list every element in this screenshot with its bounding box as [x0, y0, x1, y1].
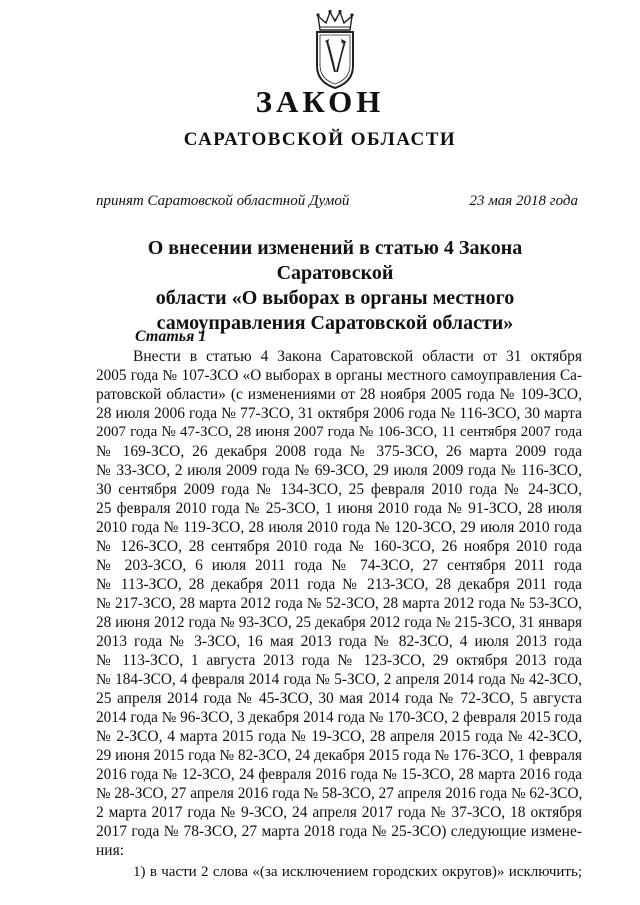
article-label: Статья 1	[135, 328, 207, 345]
body-line: Внести в статью 4 Закона Саратовской области от 31 октября	[133, 348, 582, 365]
body-line: 30 сентября 2009 года № 134-ЗСО, 25 февраля 2010 года № 24-ЗСО,	[96, 481, 582, 498]
body-line: 1) в части 2 слова «(за исключением городских округов)» исключить;	[133, 864, 582, 880]
body-line: 2005 года № 107-ЗСО «О выборах в органы местного самоуправления Са-	[96, 367, 582, 384]
document-heading	[90, 236, 580, 336]
body-line: 2017 года № 78-ЗСО, 27 марта 2018 года № 25-ЗСО) следующие измене-	[96, 823, 582, 840]
body-line: 25 февраля 2010 года № 25-ЗСО, 1 июня 2010 года № 91-ЗСО, 28 июля	[96, 500, 582, 517]
body-line: 29 июня 2015 года № 82-ЗСО, 24 декабря 2015 года № 176-ЗСО, 1 февраля	[96, 747, 582, 764]
body-line: 2014 года № 96-ЗСО, 3 декабря 2014 года № 170-ЗСО, 2 февраля 2015 года	[96, 709, 582, 726]
heading-line: О внесении изменений в статью 4 Закона Саратовской	[147, 237, 523, 284]
body-line: № 217-ЗСО, 28 марта 2012 года № 52-ЗСО, 28 марта 2012 года № 53-ЗСО,	[96, 595, 582, 612]
body-line: № 33-ЗСО, 2 июля 2009 года № 69-ЗСО, 29 июля 2009 года № 116-ЗСО,	[96, 462, 582, 479]
body-line: ния:	[96, 842, 125, 859]
body-line: № 203-ЗСО, 6 июля 2011 года № 74-ЗСО, 27 сентября 2011 года	[96, 557, 582, 574]
law-title: ЗАКОН	[255, 84, 385, 119]
body-line: 2010 года № 119-ЗСО, 28 июля 2010 года № 120-ЗСО, 29 июля 2010 года	[96, 519, 582, 536]
body-line: № 184-ЗСО, 4 февраля 2014 года № 5-ЗСО, 2 апреля 2014 года № 42-ЗСО,	[96, 671, 582, 688]
body-line: 2 марта 2017 года № 9-ЗСО, 24 апреля 2017 года № 37-ЗСО, 18 октября	[96, 804, 582, 821]
body-line: 2007 года № 47-ЗСО, 28 июня 2007 года № 106-ЗСО, 11 сентября 2007 года	[96, 424, 582, 440]
body-line: 28 июня 2012 года № 93-ЗСО, 25 декабря 2012 года № 215-ЗСО, 31 января	[96, 614, 582, 631]
adoption-date: 23 мая 2018 года	[469, 193, 578, 209]
body-line: № 28-ЗСО, 27 апреля 2016 года № 58-ЗСО, 27 апреля 2016 года № 62-ЗСО,	[96, 785, 583, 802]
body-line: 2013 года № 3-ЗСО, 16 мая 2013 года № 82-ЗСО, 4 июля 2013 года	[96, 633, 582, 650]
law-subtitle: САРАТОВСКОЙ ОБЛАСТИ	[183, 129, 457, 150]
heading-line: области «О выборах в органы местного	[155, 287, 515, 309]
body-line: № 169-ЗСО, 26 декабря 2008 года № 375-ЗСО, 26 марта 2009 года	[96, 443, 582, 460]
heading-line: самоуправления Саратовской области»	[156, 312, 514, 334]
body-line: ратовской области» (с изменениями от 28 ноября 2005 года № 109-ЗСО,	[96, 386, 582, 403]
body-line: № 126-ЗСО, 28 сентября 2010 года № 160-ЗСО, 26 ноября 2010 года	[96, 538, 582, 555]
adopted-by: принят Саратовской областной Думой	[96, 193, 350, 209]
body-line: 2016 года № 12-ЗСО, 24 февраля 2016 года № 15-ЗСО, 28 марта 2016 года	[96, 766, 582, 783]
body-line: № 2-ЗСО, 4 марта 2015 года № 19-ЗСО, 28 апреля 2015 года № 42-ЗСО,	[96, 728, 582, 745]
coat-of-arms-icon	[306, 8, 364, 90]
body-line: 25 апреля 2014 года № 45-ЗСО, 30 мая 2014 года № 72-ЗСО, 5 августа	[96, 690, 582, 707]
body-line: 28 июля 2006 года № 77-ЗСО, 31 октября 2006 года № 116-ЗСО, 30 марта	[96, 405, 582, 422]
body-line: № 113-ЗСО, 28 декабря 2011 года № 213-ЗСО, 28 декабря 2011 года	[96, 576, 582, 593]
body-line: № 113-ЗСО, 1 августа 2013 года № 123-ЗСО, 29 октября 2013 года	[96, 652, 582, 669]
